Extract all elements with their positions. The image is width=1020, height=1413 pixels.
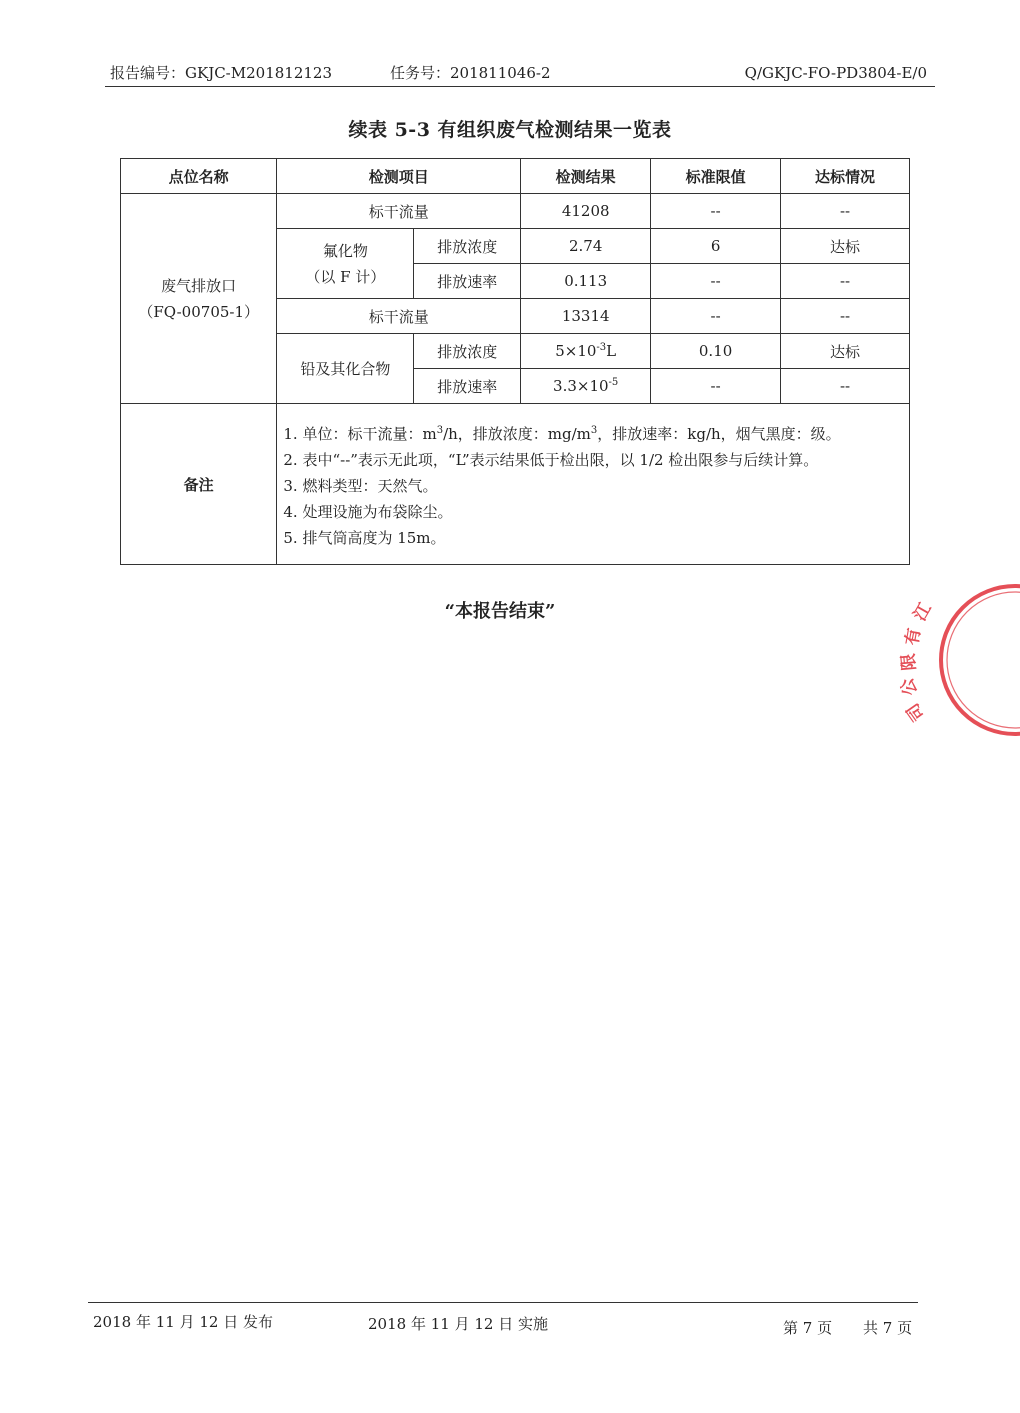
- remark-4: 4. 处理设施为布袋除尘。: [283, 502, 453, 521]
- remark-1-part-b: /h，排放浓度：mg/m: [443, 424, 591, 443]
- svg-text:司: 司: [902, 699, 930, 725]
- remark-1-sup-2: 3: [590, 424, 598, 436]
- limit-cell: --: [651, 369, 781, 404]
- limit-cell: --: [651, 299, 781, 334]
- pollutant-note: （以 F 计）: [305, 267, 386, 286]
- remark-1-part-a: 1. 单位：标干流量：m: [283, 424, 437, 443]
- status-cell: --: [781, 194, 910, 229]
- total-pages: 共 7 页: [863, 1319, 913, 1337]
- status-cell: 达标: [781, 334, 910, 369]
- document-code: Q/GKJC-FO-PD3804-E/0: [744, 64, 927, 82]
- status-cell: --: [781, 264, 910, 299]
- location-name: 废气排放口: [161, 276, 237, 295]
- item-cell: 标干流量: [277, 299, 521, 334]
- result-cell: [521, 369, 651, 404]
- implement-date: 2018 年 11 月 12 日 实施: [368, 1315, 548, 1333]
- sub-item-cell: 排放速率: [414, 264, 521, 299]
- page-header: [105, 58, 935, 87]
- col-header-location: 点位名称: [121, 159, 277, 194]
- result-base: 3.3×10: [553, 377, 609, 395]
- remark-2: 2. 表中“--”表示无此项，“L”表示结果低于检出限，以 1/2 检出限参与后续计算。: [283, 450, 819, 469]
- item-cell: 标干流量: [277, 194, 521, 229]
- limit-cell: --: [651, 264, 781, 299]
- result-base: 5×10: [555, 342, 597, 360]
- result-cell: [521, 334, 651, 369]
- result-exponent: -3: [596, 342, 607, 353]
- report-end-text: “本报告结束”: [444, 601, 556, 622]
- task-number: 任务号：201811046-2: [390, 64, 551, 82]
- publish-date: 2018 年 11 月 12 日 发布: [93, 1313, 273, 1331]
- remark-1: [283, 418, 903, 447]
- page-footer: [88, 1302, 918, 1335]
- svg-text:江: 江: [910, 599, 936, 625]
- svg-text:有: 有: [902, 626, 925, 647]
- status-cell: 达标: [781, 229, 910, 264]
- results-table: [120, 158, 910, 565]
- table-header-row: [121, 159, 910, 194]
- col-header-limit: 标准限值: [651, 159, 781, 194]
- col-header-result: 检测结果: [521, 159, 651, 194]
- page-number: 第 7 页: [783, 1319, 833, 1337]
- svg-text:限: 限: [898, 652, 920, 672]
- remarks-label: 备注: [121, 404, 277, 565]
- status-cell: --: [781, 299, 910, 334]
- pollutant-name: 氟化物: [322, 241, 368, 260]
- location-code: （FQ-00705-1）: [138, 302, 260, 321]
- table-row: [121, 194, 910, 229]
- pollutant-name-cell: 铅及其化合物: [277, 334, 414, 404]
- report-number: 报告编号：GKJC-M201812123: [110, 64, 332, 82]
- result-cell: 41208: [521, 194, 651, 229]
- svg-text:公: 公: [897, 675, 922, 699]
- status-cell: --: [781, 369, 910, 404]
- table-title: 续表 5-3 有组织废气检测结果一览表: [348, 119, 672, 141]
- remark-1-sup-1: 3: [436, 424, 444, 436]
- remarks-cell: [277, 404, 910, 565]
- result-cell: 2.74: [521, 229, 651, 264]
- remark-5: 5. 排气筒高度为 15m。: [283, 528, 446, 547]
- remarks-row: [121, 404, 910, 565]
- company-seal-stamp: [897, 580, 1000, 740]
- sub-item-cell: 排放浓度: [414, 229, 521, 264]
- limit-cell: 6: [651, 229, 781, 264]
- location-cell: [121, 194, 277, 404]
- col-header-status: 达标情况: [781, 159, 910, 194]
- result-cell: 13314: [521, 299, 651, 334]
- limit-cell: --: [651, 194, 781, 229]
- col-header-item: 检测项目: [277, 159, 521, 194]
- remark-3: 3. 燃料类型：天然气。: [283, 476, 438, 495]
- remark-1-part-c: ，排放速率：kg/h，烟气黑度：级。: [597, 424, 841, 443]
- sub-item-cell: 排放速率: [414, 369, 521, 404]
- limit-cell: 0.10: [651, 334, 781, 369]
- result-exponent: -5: [608, 377, 619, 388]
- result-cell: 0.113: [521, 264, 651, 299]
- sub-item-cell: 排放浓度: [414, 334, 521, 369]
- result-suffix: L: [606, 342, 617, 360]
- pollutant-cell: [277, 229, 414, 299]
